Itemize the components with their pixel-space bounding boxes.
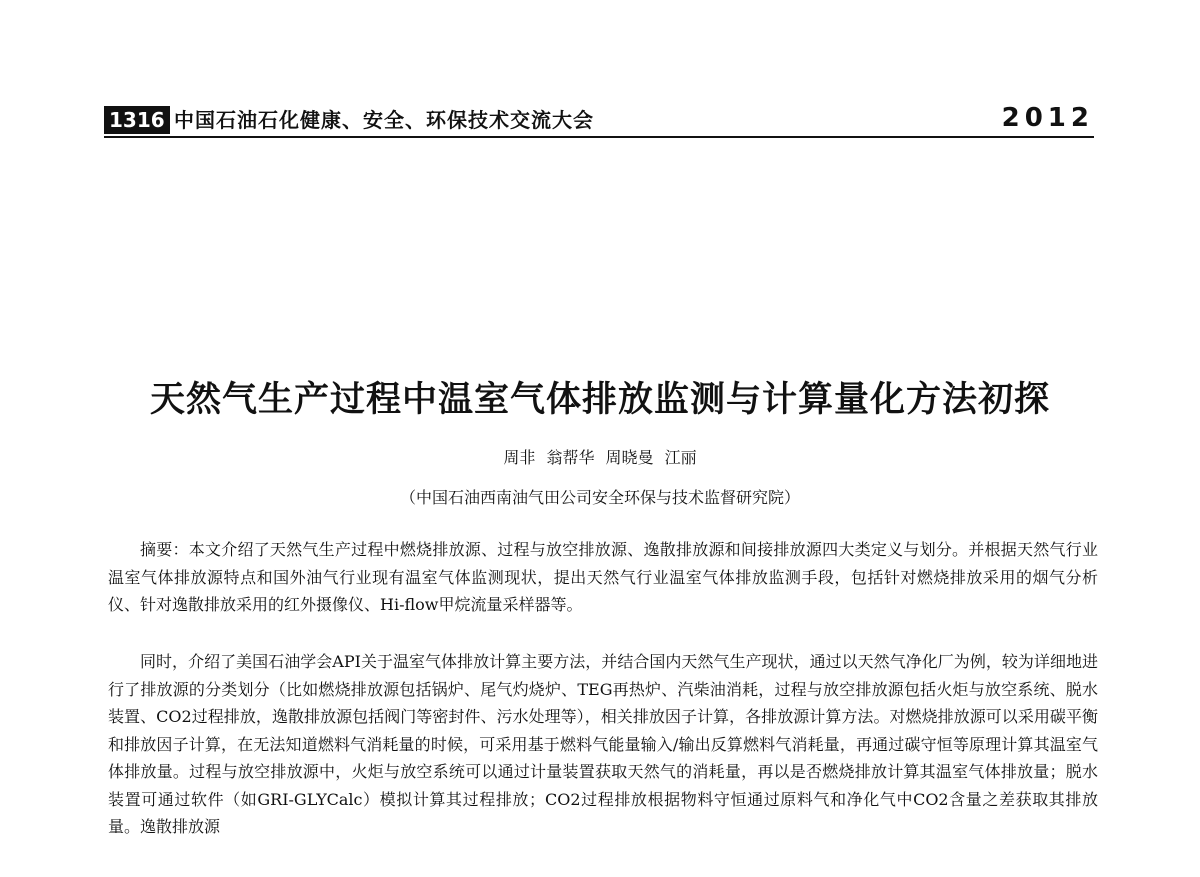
page-number: 1316: [104, 106, 170, 134]
abstract-paragraph: 摘要：本文介绍了天然气生产过程中燃烧排放源、过程与放空排放源、逸散排放源和间接排放源四大类定义与划分。并根据天然气行业温室气体排放源特点和国外油气行业现有温室气体监测现状，提出天然气行业温室气体排放监测手段，包括针对燃烧排放采用的烟气分析仪、针对逸散排放采用的红外摄像仪、Hi-flow甲烷流量采样器等。: [108, 540, 1098, 614]
conference-year: 2012: [1001, 103, 1094, 133]
running-header: [104, 100, 1094, 138]
paper-title: 天然气生产过程中温室气体排放监测与计算量化方法初探: [149, 380, 1050, 420]
authors: 周非 翁帮华 周晓曼 江丽: [503, 448, 697, 467]
body-paragraph: 同时，介绍了美国石油学会API关于温室气体排放计算主要方法，并结合国内天然气生产现状，通过以天然气净化厂为例，较为详细地进行了排放源的分类划分（比如燃烧排放源包括锅炉、尾气灼烧炉、TEG再热炉、汽柴油消耗，过程与放空排放源包括火炬与放空系统、脱水装置、CO2过程排放，逸散排放源包括阀门等密封件、污水处理等），相关排放因子计算，各排放源计算方法。对燃烧排放源可以采用碳平衡和排放因子计算，在无法知道燃料气消耗量的时候，可采用基于燃料气能量输入/输出反算燃料气消耗量，再通过碳守恒等原理计算其温室气体排放量。过程与放空排放源中，火炬与放空系统可以通过计量装置获取天然气的消耗量，再以是否燃烧排放计算其温室气体排放量；脱水装置可通过软件（如GRI-GLYCalc）模拟计算其过程排放；CO2过程排放根据物料守恒通过原料气和净化气中CO2含量之差获取其排放量。逸散排放源: [108, 652, 1098, 836]
conference-name: 中国石油石化健康、安全、环保技术交流大会: [174, 108, 594, 132]
affiliation: （中国石油西南油气田公司安全环保与技术监督研究院）: [399, 488, 800, 507]
